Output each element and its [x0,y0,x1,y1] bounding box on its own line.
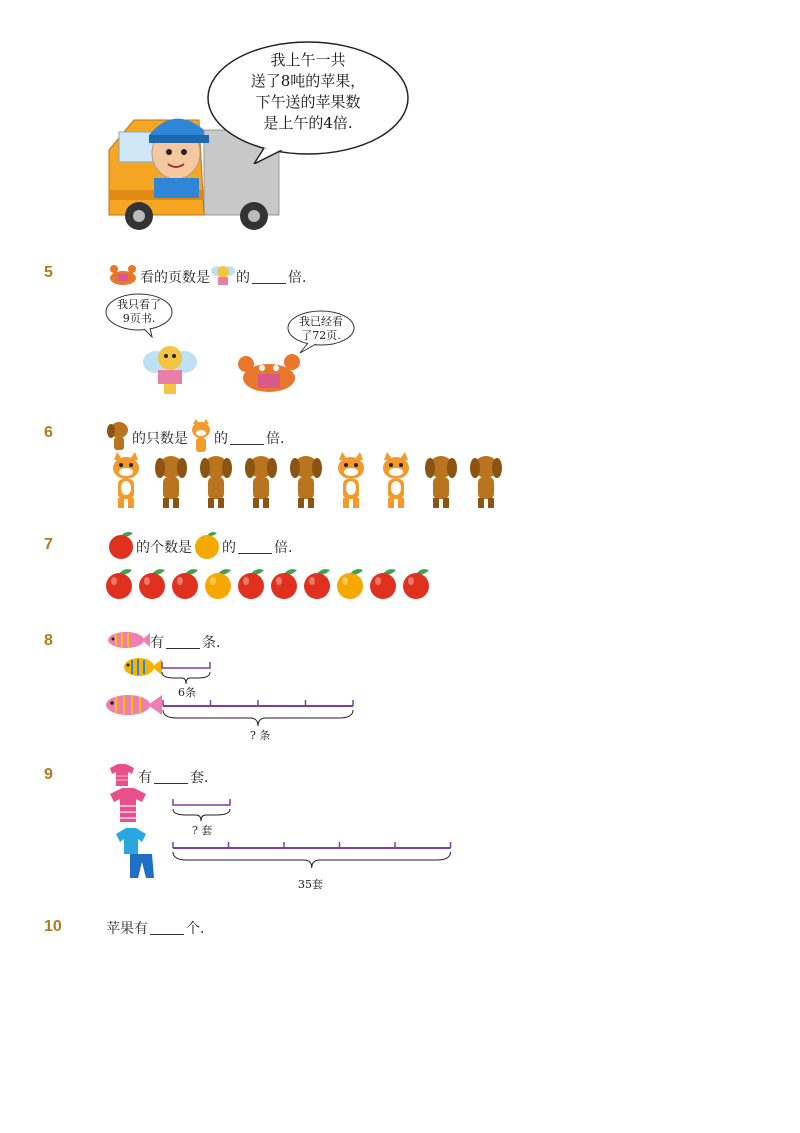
animals-row [104,452,514,516]
question-7-suffix: 倍. [274,540,293,556]
question-number: 7 [44,536,53,553]
crab-bubble-text [288,315,354,343]
bubble-line: 送了8吨的苹果， [250,72,366,90]
orange-icon [205,569,231,599]
dog-icon [200,456,232,508]
apple-icon [403,569,429,599]
question-6-subject: 的只数是 [132,431,188,447]
bubble-line: 我上午一共 [270,51,346,69]
dog-icon [106,420,132,456]
speech-bubble-text [228,50,388,134]
apple-icon [106,569,132,599]
question-9-subject: 有 [138,770,152,786]
crab-reading-illustration [236,350,302,398]
answer-blank[interactable] [154,771,188,784]
question-10-text [106,918,204,938]
brace [173,852,451,868]
blue-outfit-illustration [112,828,160,884]
big-fish-icon [104,693,162,721]
pink-clothes-icon [106,764,138,790]
crab-icon [106,264,140,290]
dog-icon [155,456,187,508]
apple-icon [139,569,165,599]
question-7-subject: 的个数是 [136,540,192,556]
bee-icon [210,262,236,292]
question-number: 5 [44,264,53,281]
dog-icon [425,456,457,508]
q8-long-label: ? 条 [250,729,271,742]
pink-outfit-illustration [104,788,154,828]
question-9-text [106,764,208,790]
question-7-text [106,530,292,564]
dog-icon [290,456,322,508]
question-9-suffix: 套. [190,770,209,786]
answer-blank[interactable] [150,922,184,935]
bubble-line: 我已经看 [299,315,343,328]
question-7-middle: 的 [222,540,236,556]
bee-reading-illustration [142,340,198,400]
bubble-line: 9页书. [122,312,156,325]
bubble-line: 下午送的苹果数 [255,93,361,111]
question-6-suffix: 倍. [266,431,285,447]
question-8-suffix: 条. [202,635,221,651]
cat-icon [383,452,409,508]
q9-short-label: ? 套 [192,824,213,837]
question-5-suffix: 倍. [288,270,307,286]
question-number: 8 [44,632,53,649]
fruit-row [104,566,444,606]
question-number: 10 [44,918,62,935]
bubble-line: 了72页. [301,329,341,342]
brace [163,710,353,726]
question-10-suffix: 个. [186,921,205,937]
apple-icon [238,569,264,599]
answer-blank[interactable] [166,636,200,649]
answer-blank[interactable] [230,432,264,445]
bubble-line: 我只看了 [117,298,161,311]
apple-icon [172,569,198,599]
question-number: 6 [44,424,53,441]
answer-blank[interactable] [252,271,286,284]
apple-icon [271,569,297,599]
apple-icon [304,569,330,599]
orange-icon [337,569,363,599]
q8-short-label: 6条 [178,686,196,699]
apple-icon [106,530,136,564]
question-8-subject: 有 [150,635,164,651]
orange-icon [192,530,222,564]
pink-fish-icon [106,630,150,654]
cat-icon [338,452,364,508]
bubble-line: 是上午的4倍. [263,114,353,132]
bee-bubble-text [106,298,172,326]
cat-icon [113,452,139,508]
question-5-subject: 看的页数是 [140,270,210,286]
apple-icon [370,569,396,599]
question-10-subject: 苹果有 [106,921,148,937]
answer-blank[interactable] [238,541,272,554]
question-6-middle: 的 [214,431,228,447]
question-8-text [106,630,220,654]
question-5-middle: 的 [236,270,250,286]
question-number: 9 [44,766,53,783]
dog-icon [470,456,502,508]
dog-icon [245,456,277,508]
small-fish-icon [122,656,162,682]
question-5-text [106,262,306,292]
q9-long-label: 35套 [298,878,323,891]
